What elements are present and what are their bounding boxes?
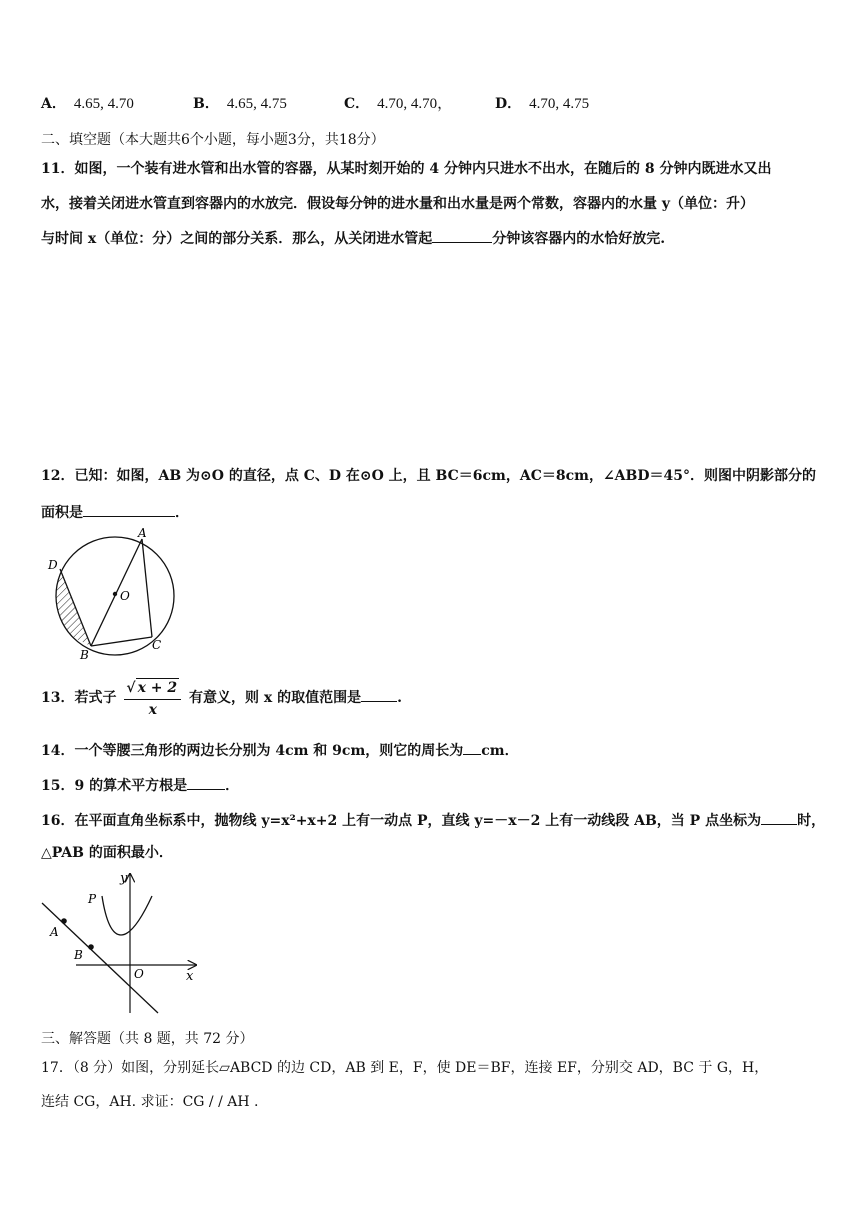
option-value: 4.65, 4.70 (73, 96, 134, 112)
label-o: O (120, 589, 130, 603)
question-text: 有意义，则 x 的取值范围是 (189, 690, 362, 706)
label-y: y (120, 871, 128, 886)
question-13 (41, 677, 402, 719)
question-text: 15．9 的算术平方根是 (41, 778, 188, 794)
label-a: A (50, 925, 59, 939)
label-a: A (138, 526, 147, 540)
chord-bc (91, 637, 152, 646)
parabola (102, 896, 152, 935)
question-11-line-3 (41, 228, 665, 248)
section-heading: 三、解答题（共 8 题，共 72 分） (41, 1031, 254, 1047)
question-11-line-1: 11．如图，一个装有进水管和出水管的容器，从某时刻开始的 4 分钟内只进水不出水，在随后的 8 分钟内既进水又出 (41, 161, 772, 177)
option-value: 4.65, 4.75 (226, 96, 287, 112)
fraction-denominator: x (148, 702, 157, 718)
option-value: 4.70, 4.75 (529, 96, 590, 112)
fraction-numerator: √ x + 2 (124, 678, 181, 700)
question-text: 分钟该容器内的水恰好放完. (492, 231, 666, 247)
label-d: D (48, 558, 58, 572)
question-text: 13．若式子 (41, 690, 117, 706)
question-text: cm． (481, 743, 519, 759)
option-label: B． (193, 96, 219, 112)
parabola-figure (36, 868, 206, 1018)
question-12-line-1: 12．已知：如图，AB 为⊙O 的直径，点 C、D 在⊙O 上，且 BC＝6cm，AC＝8cm，∠ABD＝45°．则图中阴影部分的 (41, 468, 817, 484)
answer-blank[interactable] (361, 687, 397, 702)
answer-blank[interactable] (187, 775, 225, 790)
option-a (41, 95, 134, 113)
label-b: B (80, 648, 89, 662)
question-text: . (397, 690, 402, 706)
option-label: C． (344, 96, 370, 112)
label-p: P (88, 892, 97, 906)
question-text: 面积是 (41, 505, 83, 521)
answer-blank[interactable] (761, 810, 797, 825)
line-ab (42, 903, 158, 1013)
question-text: 16．在平面直角坐标系中，抛物线 y=x²+x+2 上有一动点 P，直线 y=－x－2 上有一动线段 AB，当 P 点坐标为 (41, 813, 762, 829)
option-b (193, 95, 287, 113)
label-o: O (134, 967, 144, 981)
question-17-line-1: 17．（8 分）如图，分别延长▱ABCD 的边 CD，AB 到 E，F，使 DE＝BF，连接 EF，分别交 AD，BC 于 G，H， (41, 1060, 769, 1076)
question-14 (41, 740, 519, 760)
point-b (88, 944, 94, 950)
question-16-line-1 (41, 810, 825, 830)
option-label: A． (41, 96, 66, 112)
question-text: ． (225, 778, 240, 794)
answer-blank[interactable] (432, 228, 492, 243)
question-16-line-2: △PAB 的面积最小． (41, 845, 173, 861)
question-11-line-2: 水，接着关闭进水管直到容器内的水放完．假设每分钟的进水量和出水量是两个常数，容器内的水量 y（单位：升） (41, 196, 755, 212)
option-d (495, 95, 589, 113)
question-text: ． (175, 505, 189, 521)
fraction (124, 678, 181, 718)
chord-ac (142, 539, 152, 637)
question-text: 与时间 x（单位：分）之间的部分关系．那么，从关闭进水管起 (41, 231, 433, 247)
question-12-line-2 (41, 502, 189, 522)
option-value: 4.70, 4.70， (377, 96, 453, 112)
center-point (113, 592, 117, 596)
question-17-line-2: 连结 CG，AH. 求证：CG / / AH . (41, 1094, 259, 1110)
label-x: x (186, 969, 194, 984)
question-text: 时， (797, 813, 826, 829)
answer-blank[interactable] (463, 740, 481, 755)
answer-blank[interactable] (83, 502, 175, 517)
sqrt-content: x + 2 (137, 680, 178, 696)
question-15 (41, 775, 239, 795)
label-b: B (74, 948, 83, 962)
point-a (61, 918, 67, 924)
circle-figure (44, 525, 184, 665)
option-c (344, 95, 452, 113)
option-label: D． (495, 96, 522, 112)
section-heading: 二、填空题（本大题共6个小题，每小题3分，共18分） (41, 132, 385, 148)
label-c: C (152, 638, 162, 652)
question-text: 14．一个等腰三角形的两边长分别为 4cm 和 9cm，则它的周长为 (41, 743, 464, 759)
